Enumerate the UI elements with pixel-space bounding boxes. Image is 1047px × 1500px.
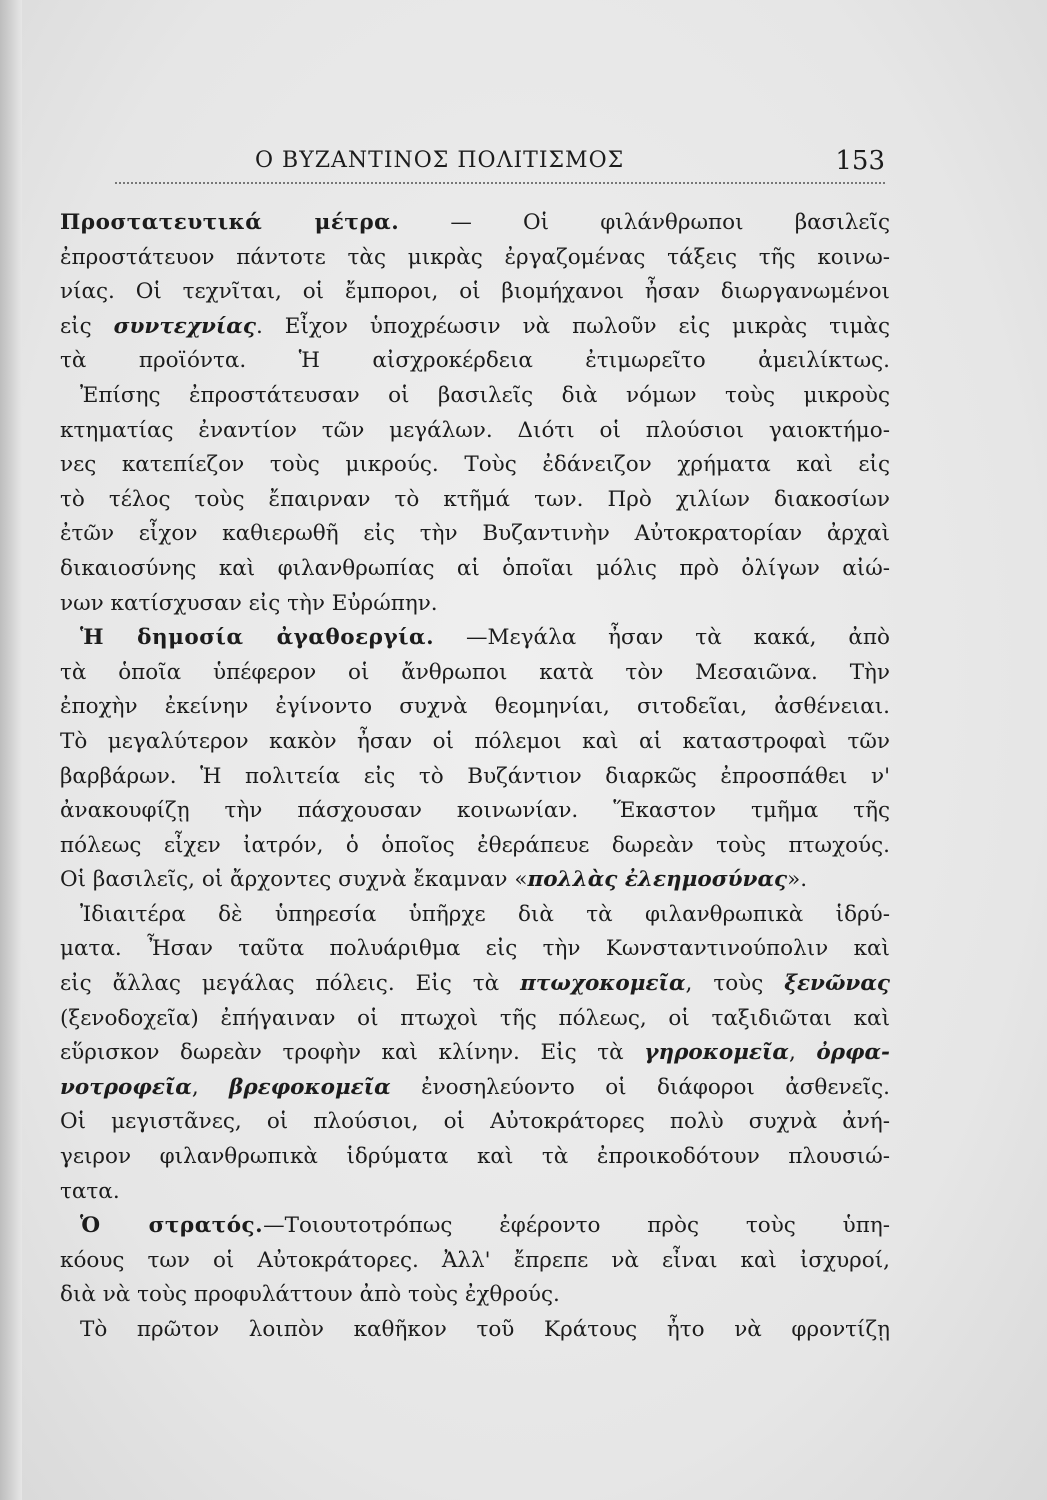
text-line: νων κατίσχυσαν εἰς τὴν Εὐρώπην. [60,590,438,616]
text-line: γειρον φιλανθρωπικὰ ἱδρύματα καὶ τὰ ἐπροικοδότουν πλουσιώ- [60,1144,890,1170]
header-rule [115,182,885,184]
text-line: Τὸ πρῶτον λοιπὸν καθῆκον τοῦ Κράτους ἦτο νὰ φροντίζῃ [80,1317,890,1342]
emphasized-term: βρεφοκομεῖα [229,1074,391,1100]
text-line: τατα. [60,1178,120,1204]
text-line: ἐποχὴν ἐκείνην ἐγίνοντο συχνὰ θεομηνίαι, σιτοδεῖαι, ἀσθένειαι. [60,694,890,720]
text-line: ματα. Ἦσαν ταῦτα πολυάριθμα εἰς τὴν Κωνσταντινούπολιν καὶ [60,936,890,962]
section-heading: Προστατευτικά μέτρα. [60,210,400,235]
text-line: νοτροφεῖα, βρεφοκομεῖα ἐνοσηλεύοντο οἱ διάφοροι ἀσθενεῖς. [60,1074,890,1100]
body-text [60,206,890,1348]
text-line: δικαιοσύνης καὶ φιλανθρωπίας αἱ ὁποῖαι μόλις πρὸ ὀλίγων αἰώ- [60,555,890,581]
text-line: ἐτῶν εἶχον καθιερωθῆ εἰς τὴν Βυζαντινὴν Αὐτοκρατορίαν ἀρχαὶ [60,521,890,547]
text-line: τὸ τέλος τοὺς ἔπαιρναν τὸ κτῆμά των. Πρὸ χιλίων διακοσίων [60,486,890,512]
page-gutter-shadow [0,0,22,1500]
text-line: ἀνακουφίζῃ τὴν πάσχουσαν κοινωνίαν. Ἕκαστον τμῆμα τῆς [60,798,890,824]
emphasized-term: γηροκομεῖα [644,1040,789,1066]
text-line: τὰ προϊόντα. Ἡ αἰσχροκέρδεια ἐτιμωρεῖτο ἀμειλίκτως. [60,348,890,374]
text-line: Τὸ μεγαλύτερον κακὸν ἦσαν οἱ πόλεμοι καὶ αἱ καταστροφαὶ τῶν [60,728,890,754]
text-line: ἐπροστάτευον πάντοτε τὰς μικρὰς ἐργαζομένας τάξεις τῆς κοινω- [60,244,890,270]
text-line: κτηματίας ἐναντίον τῶν μεγάλων. Διότι οἱ πλούσιοι γαιοκτήμο- [60,417,890,443]
emphasized-term: πολλὰς ἐλεημοσύνας [527,867,788,893]
section-heading: Ἡ δημοσία ἀγαθοεργία. [80,625,435,651]
text-line: Οἱ μεγιστᾶνες, οἱ πλούσιοι, οἱ Αὐτοκράτορες πολὺ συχνὰ ἀνή- [60,1109,890,1135]
running-title: Ο ΒΥΖΑΝΤΙΝΟΣ ΠΟΛΙΤΙΣΜΟΣ [255,148,625,173]
emphasized-term: ξενῶνας [784,971,890,997]
text-line: εἰς ἄλλας μεγάλας πόλεις. Εἰς τὰ πτωχοκομεῖα, τοὺς ξενῶνας [60,971,890,997]
emphasized-term: νοτροφεῖα [60,1074,192,1100]
emphasized-term: ὀρφα- [816,1040,890,1066]
emphasized-term: συντεχνίας [113,313,256,339]
running-header [115,140,885,188]
text-line: κόους των οἱ Αὐτοκράτορες. Ἀλλ' ἔπρεπε νὰ εἶναι καὶ ἰσχυροί, [60,1247,890,1273]
text-line: νίας. Οἱ τεχνῖται, οἱ ἔμποροι, οἱ βιομήχανοι ἦσαν διωργανωμένοι [60,279,890,305]
text-line: Ἡ δημοσία ἀγαθοεργία. —Μεγάλα ἦσαν τὰ κακά, ἀπὸ [80,625,890,651]
text-line: πόλεως εἶχεν ἰατρόν, ὁ ὁποῖος ἐθεράπευε δωρεὰν τοὺς πτωχούς. [60,832,890,858]
section-heading: Ὁ στρατός. [80,1213,264,1239]
page-number: 153 [835,146,885,176]
emphasized-term: πτωχοκομεῖα [520,971,686,997]
text-line: εὕρισκον δωρεὰν τροφὴν καὶ κλίνην. Εἰς τὰ γηροκομεῖα, ὀρφα- [60,1040,890,1066]
text-line: (ξενοδοχεῖα) ἐπήγαιναν οἱ πτωχοὶ τῆς πόλεως, οἱ ταξιδιῶται καὶ [60,1005,890,1031]
text-line: εἰς συντεχνίας. Εἶχον ὑποχρέωσιν νὰ πωλοῦν εἰς μικρὰς τιμὰς [60,313,891,339]
text-line: Οἱ βασιλεῖς, οἱ ἄρχοντες συχνὰ ἔκαμναν «πολλὰς ἐλεημοσύνας». [60,867,808,893]
text-line: Προστατευτικά μέτρα. — Οἱ φιλάνθρωποι βασιλεῖς [60,210,890,235]
text-line: Ὁ στρατός.—Τοιουτοτρόπως ἐφέροντο πρὸς τοὺς ὑπη- [80,1213,891,1239]
text-line: βαρβάρων. Ἡ πολιτεία εἰς τὸ Βυζάντιον διαρκῶς ἐπροσπάθει ν' [60,763,890,789]
text-line: Ἰδιαιτέρα δὲ ὑπηρεσία ὑπῆρχε διὰ τὰ φιλανθρωπικὰ ἱδρύ- [80,901,890,927]
text-line: τὰ ὁποῖα ὑπέφερον οἱ ἄνθρωποι κατὰ τὸν Μεσαιῶνα. Τὴν [60,659,890,685]
text-line: νες κατεπίεζον τοὺς μικρούς. Τοὺς ἐδάνειζον χρήματα καὶ εἰς [60,452,890,478]
text-line: Ἐπίσης ἐπροστάτευσαν οἱ βασιλεῖς διὰ νόμων τοὺς μικροὺς [80,382,890,408]
text-line: διὰ νὰ τοὺς προφυλάττουν ἀπὸ τοὺς ἐχθρούς. [60,1282,560,1308]
